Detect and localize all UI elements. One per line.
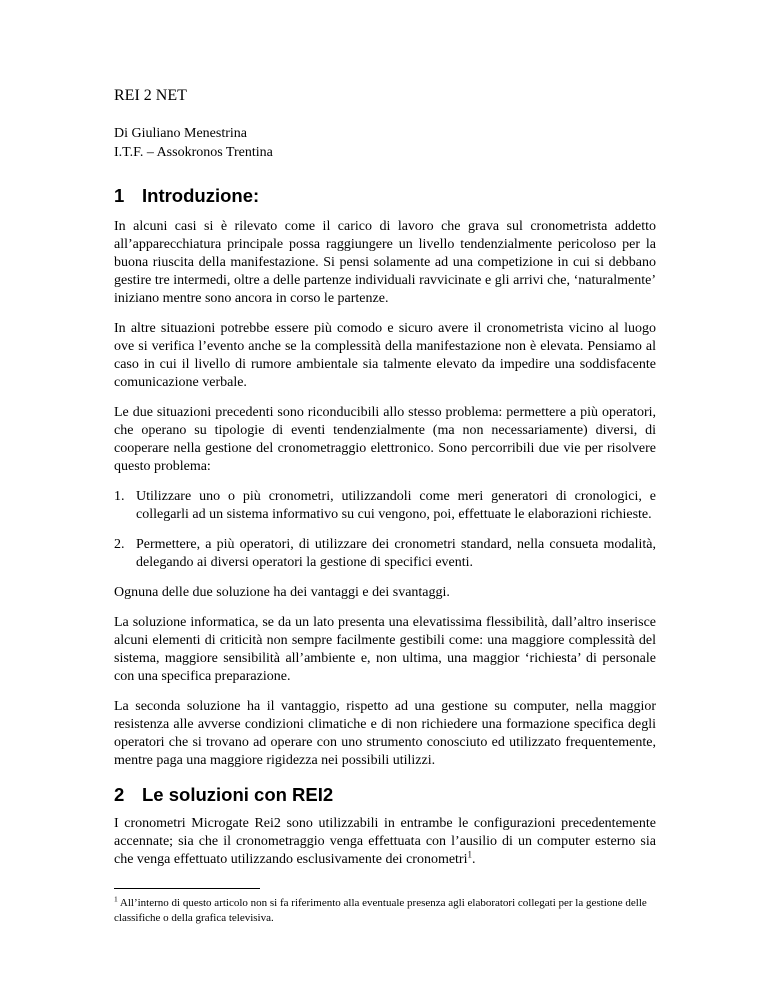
paragraph: La soluzione informatica, se da un lato presenta una elevatissima flessibilità, dall’altro inserisce alcuni elementi di criticità non sempre facilmente gestibili come: una maggiore complessità del sistema, maggiore sensibilità all’ambiente e, non ultima, una maggior ‘richiesta’ di personale con una specifica preparazione. bbox=[114, 615, 656, 684]
paragraph: In alcuni casi si è rilevato come il carico di lavoro che grava sul cronometrista addetto all’apparecchiatura principale possa raggiungere un livello tendenzialmente pericoloso per la buona riuscita della manifestazione. Si pensi solamente ad una competizione in cui si debbano gestire tre intermedi, oltre a delle partenze individuali ravvicinate e gli arrivi che, ‘naturalmente’ iniziano mentre sono ancora in corso le partenze. bbox=[114, 219, 656, 306]
document-title: REI 2 NET bbox=[114, 87, 187, 104]
footnote bbox=[114, 896, 656, 925]
paragraph: La seconda soluzione ha il vantaggio, rispetto ad una gestione su computer, nella maggior resistenza alle avverse condizioni climatiche e di non richiedere una formazione specifica degli operatori che si trovano ad operare con uno strumento conosciuto ed utilizzato frequentemente, mentre paga una maggiore rigidezza nei possibili utilizzi. bbox=[114, 699, 656, 768]
paragraph: Le due situazioni precedenti sono riconducibili allo stesso problema: permettere a più operatori, che operano su tipologie di eventi tendenzialmente (ma non necessariamente) diversi, di cooperare nella gestione del cronometraggio elettronico. Sono percorribili due vie per risolvere questo problema: bbox=[114, 405, 656, 474]
list-item bbox=[114, 536, 656, 572]
paragraph: In altre situazioni potrebbe essere più comodo e sicuro avere il cronometrista vicino al luogo ove si verifica l’evento anche se la complessità della manifestazione non è elevata. Pensiamo al caso in cui il livello di rumore ambientale sia talmente elevato da impedire una soddisfacente comunicazione verbale. bbox=[114, 321, 656, 390]
document-body bbox=[114, 86, 656, 881]
list-marker: 2. bbox=[114, 537, 125, 552]
list-item-text: Utilizzare uno o più cronometri, utilizzandoli come meri generatori di cronologici, e collegarli ad un sistema informativo su cui vengono, poi, effettuate le elaborazioni richieste. bbox=[136, 489, 656, 522]
author-affiliation: I.T.F. – Assokronos Trentina bbox=[114, 145, 273, 160]
list-item bbox=[114, 488, 656, 524]
paragraph-text: I cronometri Microgate Rei2 sono utilizzabili in entrambe le configurazioni precedentemente accennate; sia che il cronometraggio venga effettuata con l’ausilio di un computer esterno sia che venga effettuato utilizzando esclusivamente dei cronometri bbox=[114, 816, 656, 867]
paragraph-end: . bbox=[472, 852, 476, 867]
list-marker: 1. bbox=[114, 489, 125, 504]
footnote-text: All’interno di questo articolo non si fa riferimento alla eventuale presenza agli elaboratori collegati per la gestione delle classifiche o della grafica televisiva. bbox=[114, 897, 647, 924]
section-title: Introduzione: bbox=[142, 185, 260, 206]
list-item-text: Permettere, a più operatori, di utilizzare dei cronometri standard, nella consueta modalità, delegando ai diversi operatori la gestione di specifici eventi. bbox=[136, 537, 656, 570]
paragraph: Ognuna delle due soluzione ha dei vantaggi e dei svantaggi. bbox=[114, 585, 450, 600]
author-name: Di Giuliano Menestrina bbox=[114, 126, 247, 141]
section-heading-soluzioni bbox=[114, 784, 656, 806]
footnote-separator bbox=[114, 888, 260, 889]
section-number: 1 bbox=[114, 185, 125, 206]
section-number: 2 bbox=[114, 784, 125, 805]
section-title: Le soluzioni con REI2 bbox=[142, 784, 334, 805]
section-heading-introduzione bbox=[114, 185, 656, 207]
footnote-reference[interactable]: 1 bbox=[467, 849, 472, 860]
paragraph bbox=[114, 815, 656, 869]
footnote-marker: 1 bbox=[114, 894, 118, 904]
